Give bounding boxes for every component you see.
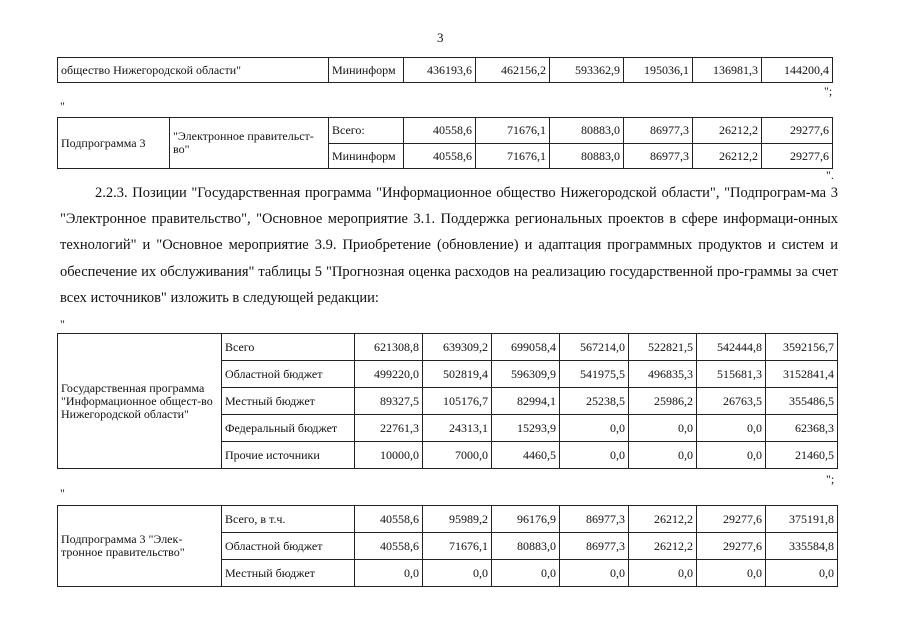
value-cell: 105176,7 [423,388,492,415]
value-cell: 499220,0 [355,361,423,388]
value-cell: 621308,8 [355,334,423,361]
value-cell: 26212,2 [629,506,697,533]
closing-quote: "; [824,84,833,98]
subprogram-cell: Подпрограмма 3 [58,118,170,169]
value-cell: 71676,1 [476,144,550,169]
value-cell: 96176,9 [492,506,560,533]
value-cell: 699058,4 [492,334,560,361]
value-cell: 82994,1 [492,388,560,415]
opening-quote: " [60,99,65,113]
value-cell: 436193,6 [404,58,476,83]
funding-source-cell: Прочие источники [222,442,355,469]
value-cell: 26212,2 [629,533,697,560]
table-subprogram-3-expenses [57,505,838,587]
value-cell: 71676,1 [423,533,492,560]
value-cell: 86977,3 [624,118,693,144]
value-cell: 86977,3 [560,533,629,560]
value-cell: 542444,8 [697,334,766,361]
value-cell: 0,0 [629,560,697,587]
table-row [58,118,833,144]
value-cell: 596309,9 [492,361,560,388]
value-cell: 29277,6 [697,506,766,533]
table-row [58,506,838,533]
value-cell: 0,0 [560,415,629,442]
value-cell: 0,0 [492,560,560,587]
value-cell: 3152841,4 [766,361,838,388]
executor-cell: Всего: [329,118,404,144]
table-info-society-tail [57,57,833,83]
value-cell: 80883,0 [550,144,624,169]
value-cell: 515681,3 [697,361,766,388]
subprogram-title-cell: "Электронное правительст-во" [170,118,329,169]
value-cell: 95989,2 [423,506,492,533]
value-cell: 0,0 [629,442,697,469]
opening-quote: " [60,317,65,331]
program-name-cell: Государственная программа "Информационное общест-во Нижегородской области" [58,334,222,469]
executor-cell: Мининформ [329,58,404,83]
closing-quote: "; [826,472,835,486]
value-cell: 7000,0 [423,442,492,469]
value-cell: 29277,6 [762,144,833,169]
funding-source-cell: Всего [222,334,355,361]
value-cell: 86977,3 [624,144,693,169]
value-cell: 21460,5 [766,442,838,469]
value-cell: 567214,0 [560,334,629,361]
value-cell: 355486,5 [766,388,838,415]
funding-source-cell: Местный бюджет [222,388,355,415]
value-cell: 496835,3 [629,361,697,388]
value-cell: 144200,4 [762,58,833,83]
value-cell: 71676,1 [476,118,550,144]
value-cell: 0,0 [423,560,492,587]
value-cell: 25238,5 [560,388,629,415]
value-cell: 40558,6 [355,506,423,533]
value-cell: 136981,3 [693,58,762,83]
opening-quote: " [60,486,65,500]
value-cell: 40558,6 [404,144,476,169]
program-name-cell: общество Нижегородской области" [58,58,329,83]
value-cell: 62368,3 [766,415,838,442]
funding-source-cell: Федеральный бюджет [222,415,355,442]
value-cell: 22761,3 [355,415,423,442]
value-cell: 541975,5 [560,361,629,388]
value-cell: 24313,1 [423,415,492,442]
value-cell: 522821,5 [629,334,697,361]
value-cell: 195036,1 [624,58,693,83]
executor-cell: Мининформ [329,144,404,169]
amendment-paragraph: 2.2.3. Позиции "Государственная программа "Информационное общество Нижегородской области", "Подпрограм-ма 3 "Электронное правительство", "Основное мероприятие 3.1. Поддержка региональных проектов в сфере информаци-онных технологий" и "Основное мероприятие 3.9. Приобретение (обновление) и адаптация программных продуктов и систем и обеспечение их обслуживания" таблицы 5 "Прогнозная оценка расходов на реализацию государственной про-граммы за счет всех источников" изложить в следующей редакции: [60,185,838,306]
value-cell: 0,0 [560,560,629,587]
value-cell: 40558,6 [355,533,423,560]
value-cell: 29277,6 [762,118,833,144]
value-cell: 29277,6 [697,533,766,560]
value-cell: 375191,8 [766,506,838,533]
value-cell: 639309,2 [423,334,492,361]
closing-quote: ". [826,168,834,182]
value-cell: 0,0 [697,415,766,442]
value-cell: 86977,3 [560,506,629,533]
value-cell: 335584,8 [766,533,838,560]
value-cell: 0,0 [766,560,838,587]
value-cell: 4460,5 [492,442,560,469]
subprogram-name-cell: Подпрограмма 3 "Элек-тронное правительство" [58,506,222,587]
funding-source-cell: Областной бюджет [222,361,355,388]
value-cell: 80883,0 [550,118,624,144]
page-number: 3 [437,30,444,45]
funding-source-cell: Всего, в т.ч. [222,506,355,533]
value-cell: 462156,2 [476,58,550,83]
value-cell: 3592156,7 [766,334,838,361]
value-cell: 80883,0 [492,533,560,560]
value-cell: 15293,9 [492,415,560,442]
value-cell: 0,0 [355,560,423,587]
value-cell: 0,0 [697,560,766,587]
value-cell: 593362,9 [550,58,624,83]
funding-source-cell: Местный бюджет [222,560,355,587]
value-cell: 40558,6 [404,118,476,144]
value-cell: 0,0 [560,442,629,469]
value-cell: 26763,5 [697,388,766,415]
table-row [58,58,833,83]
value-cell: 25986,2 [629,388,697,415]
value-cell: 0,0 [629,415,697,442]
value-cell: 502819,4 [423,361,492,388]
value-cell: 10000,0 [355,442,423,469]
table-subprogram-3-executors [57,117,833,169]
table-row [58,334,838,361]
funding-source-cell: Областной бюджет [222,533,355,560]
table-state-program-expenses [57,333,838,469]
value-cell: 26212,2 [693,118,762,144]
value-cell: 89327,5 [355,388,423,415]
value-cell: 26212,2 [693,144,762,169]
value-cell: 0,0 [697,442,766,469]
